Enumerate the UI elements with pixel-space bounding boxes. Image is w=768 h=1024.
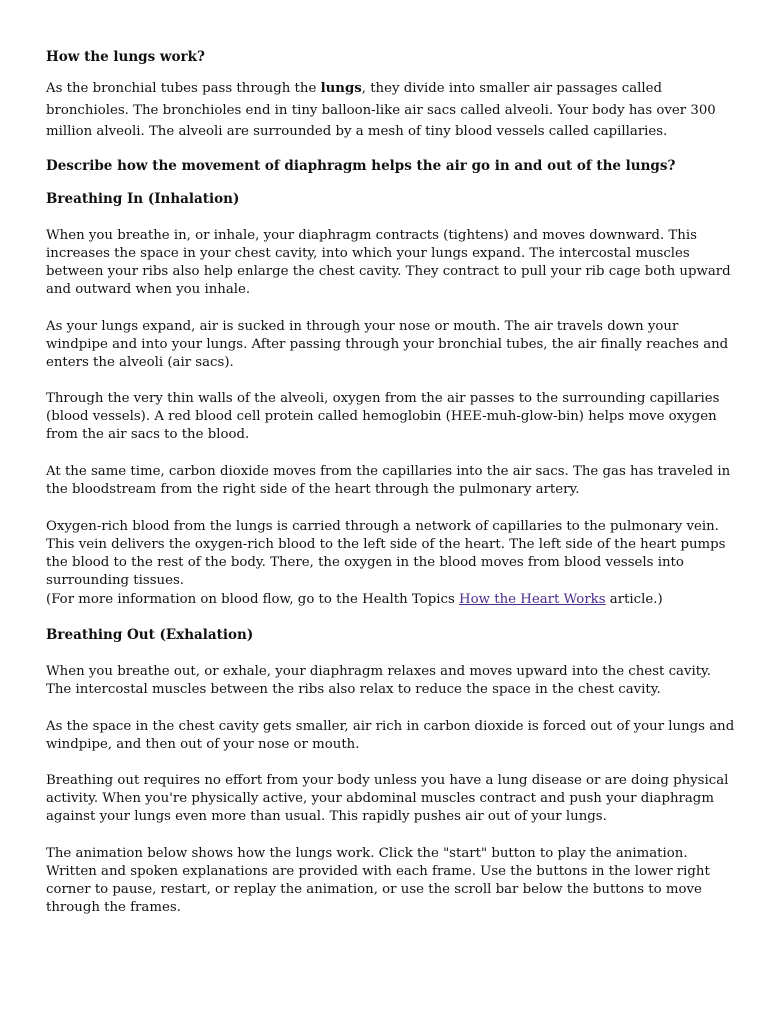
exhale-heading: Breathing Out (Exhalation) (46, 627, 254, 643)
inhale-paragraph-2: As your lungs expand, air is sucked in through your nose or mouth. The air travels down your windpipe and into your lungs. After passing through your bronchial tubes, the air finally reaches and enters the alveoli (air sacs). (46, 319, 729, 370)
more-info-line (46, 591, 736, 609)
exhale-paragraph-2: As the space in the chest cavity gets smaller, air rich in carbon dioxide is forced out of your lungs and windpipe, and then out of your nose or mouth. (46, 719, 735, 752)
inhale-paragraph-3: Through the very thin walls of the alveoli, oxygen from the air passes to the surrounding capillaries (blood vessels). A red blood cell protein called hemoglobin (HEE-muh-glow-bin) helps move oxygen from the air sacs to the blood. (46, 391, 720, 442)
intro-paragraph (46, 78, 736, 143)
exhale-paragraph-3: Breathing out requires no effort from your body unless you have a lung disease or are doing physical activity. When you're physically active, your abdominal muscles contract and push your diaphragm against your lungs even more than usual. This rapidly pushes air out of your lungs. (46, 773, 729, 824)
inhale-paragraph-5: Oxygen-rich blood from the lungs is carried through a network of capillaries to the pulmonary vein. This vein delivers the oxygen-rich blood to the left side of the heart. The left side of the heart pumps the blood to the rest of the body. There, the oxygen in the blood moves from blood vessels into surrounding tissues. (46, 519, 726, 588)
question-heading: Describe how the movement of diaphragm helps the air go in and out of the lungs? (46, 158, 676, 174)
intro-text-before: As the bronchial tubes pass through the (46, 81, 321, 96)
intro-bold-term: lungs (320, 81, 362, 96)
more-info-before: (For more information on blood flow, go to the Health Topics (46, 592, 460, 607)
exhale-paragraph-1: When you breathe out, or exhale, your diaphragm relaxes and moves upward into the chest cavity. The intercostal muscles between the ribs also relax to reduce the space in the chest cavity. (46, 664, 712, 697)
inhale-heading: Breathing In (Inhalation) (46, 191, 240, 207)
intro-text-after: , they divide into smaller air passages called bronchioles. The bronchioles end in tiny balloon-like air sacs called alveoli. Your body has over 300 million alveoli. The alveoli are surrounded by a mesh of tiny blood vessels called capillaries. (46, 81, 716, 139)
inhale-paragraph-1: When you breathe in, or inhale, your diaphragm contracts (tightens) and moves downward. This increases the space in your chest cavity, into which your lungs expand. The intercostal muscles between your ribs also help enlarge the chest cavity. They contract to pull your rib cage both upward and outward when you inhale. (46, 228, 731, 297)
inhale-paragraph-4: At the same time, carbon dioxide moves from the capillaries into the air sacs. The gas has traveled in the bloodstream from the right side of the heart through the pulmonary artery. (46, 464, 731, 497)
animation-note: The animation below shows how the lungs work. Click the "start" button to play the animation. Written and spoken explanations are provided with each frame. Use the buttons in the lower right corner to pause, restart, or replay the animation, or use the scroll bar below the buttons to move through the frames. (46, 846, 710, 915)
more-info-after: article.) (605, 592, 663, 607)
heart-works-link[interactable]: How the Heart Works (459, 592, 606, 607)
page-title: How the lungs work? (46, 49, 205, 65)
